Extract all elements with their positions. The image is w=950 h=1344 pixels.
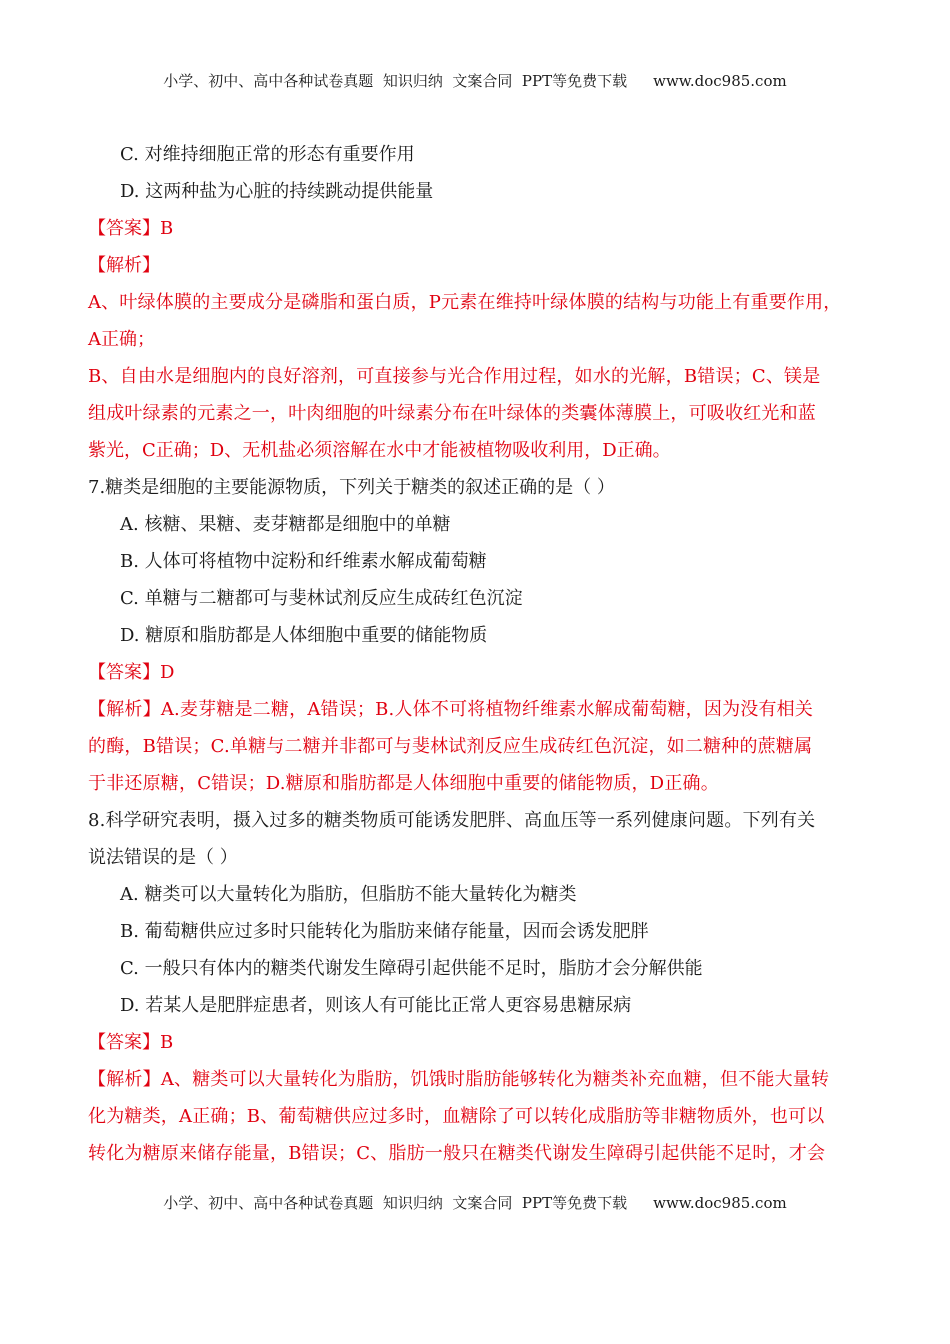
q6-option-c: C. 对维持细胞正常的形态有重要作用 (120, 144, 415, 165)
header-site: www.doc985.com (653, 72, 787, 90)
page-header (0, 70, 950, 91)
q7-analysis (88, 698, 874, 735)
q6-option-d: D. 这两种盐为心脏的持续跳动提供能量 (120, 181, 434, 202)
q7-option-c: C. 单糖与二糖都可与斐林试剂反应生成砖红色沉淀 (120, 588, 523, 609)
q8-analysis (88, 1068, 874, 1105)
q6-answer (88, 217, 874, 254)
q7-option-a: A. 核糖、果糖、麦芽糖都是细胞中的单糖 (120, 514, 451, 535)
analysis-text: A、糖类可以大量转化为脂肪，饥饿时脂肪能够转化为糖类补充血糖，但不能大量转 (160, 1069, 830, 1090)
answer-tag: 【答案】 (88, 218, 160, 239)
q8-option-c: C. 一般只有体内的糖类代谢发生障碍引起供能不足时，脂肪才会分解供能 (120, 958, 703, 979)
q7-stem: 7.糖类是细胞的主要能源物质，下列关于糖类的叙述正确的是（ ） (88, 477, 615, 498)
answer-tag: 【答案】 (88, 1032, 160, 1053)
answer-value: B (160, 1032, 174, 1053)
analysis-text: A.麦芽糖是二糖，A错误；B.人体不可将植物纤维素水解成葡萄糖，因为没有相关 (160, 699, 814, 720)
q8-answer (88, 1031, 874, 1068)
q6-analysis-tag: 【解析】 (88, 255, 160, 276)
q8-option-b: B. 葡萄糖供应过多时只能转化为脂肪来储存能量，因而会诱发肥胖 (120, 921, 649, 942)
q8-stem: 8.科学研究表明，摄入过多的糖类物质可能诱发肥胖、高血压等一系列健康问题。下列有关 (88, 810, 816, 831)
q7-option-b: B. 人体可将植物中淀粉和纤维素水解成葡萄糖 (120, 551, 487, 572)
q8-option-a: A. 糖类可以大量转化为脂肪，但脂肪不能大量转化为糖类 (120, 884, 577, 905)
q7-analysis-line: 的酶，B错误；C.单糖与二糖并非都可与斐林试剂反应生成砖红色沉淀，如二糖种的蔗糖属 (88, 736, 813, 757)
q6-analysis-line: 组成叶绿素的元素之一，叶肉细胞的叶绿素分布在叶绿体的类囊体薄膜上，可吸收红光和蓝 (88, 403, 816, 424)
answer-value: B (160, 218, 174, 239)
q8-analysis-line: 转化为糖原来储存能量，B错误；C、脂肪一般只在糖类代谢发生障碍引起供能不足时，才会 (88, 1143, 826, 1164)
answer-value: D (160, 662, 175, 683)
document-body (88, 143, 874, 1179)
q7-answer (88, 661, 874, 698)
analysis-tag: 【解析】 (88, 699, 161, 720)
q7-analysis-line: 于非还原糖，C错误；D.糖原和脂肪都是人体细胞中重要的储能物质，D正确。 (88, 773, 719, 794)
q8-option-d: D. 若某人是肥胖症患者，则该人有可能比正常人更容易患糖尿病 (120, 995, 632, 1016)
header-text: 小学、初中、高中各种试卷真题 知识归纳 文案合同 PPT等免费下载 (163, 72, 628, 90)
q6-analysis-line: B、自由水是细胞内的良好溶剂，可直接参与光合作用过程，如水的光解，B错误；C、镁是 (88, 366, 821, 387)
page-footer (0, 1192, 950, 1213)
q6-analysis-line: A、叶绿体膜的主要成分是磷脂和蛋白质，P元素在维持叶绿体膜的结构与功能上有重要作用， (88, 292, 842, 313)
footer-site: www.doc985.com (653, 1194, 787, 1212)
q8-stem-cont: 说法错误的是（ ） (88, 847, 238, 868)
footer-text: 小学、初中、高中各种试卷真题 知识归纳 文案合同 PPT等免费下载 (163, 1194, 628, 1212)
q8-analysis-line: 化为糖类，A正确；B、葡萄糖供应过多时，血糖除了可以转化成脂肪等非糖物质外，也可以 (88, 1106, 825, 1127)
answer-tag: 【答案】 (88, 662, 160, 683)
q6-analysis-line: A正确； (88, 329, 155, 350)
analysis-tag: 【解析】 (88, 1069, 161, 1090)
q6-analysis-line: 紫光，C正确；D、无机盐必须溶解在水中才能被植物吸收利用，D正确。 (88, 440, 671, 461)
q7-option-d: D. 糖原和脂肪都是人体细胞中重要的储能物质 (120, 625, 488, 646)
